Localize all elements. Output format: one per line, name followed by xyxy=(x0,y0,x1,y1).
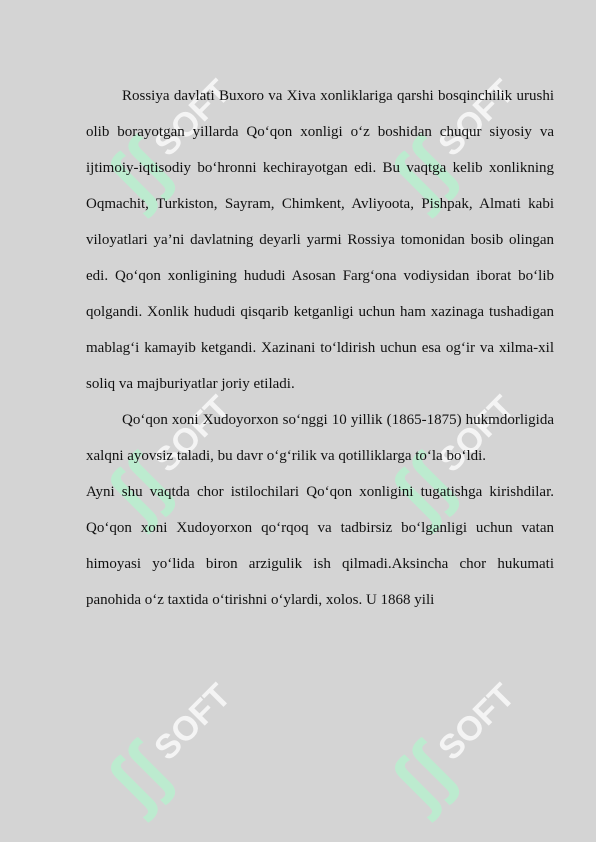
svg-text:ʃʃ: ʃʃ xyxy=(375,441,469,535)
svg-text:ʃʃ: ʃʃ xyxy=(91,729,185,823)
svg-text:ʃʃ: ʃʃ xyxy=(91,125,185,219)
svg-text:ʃʃ: ʃʃ xyxy=(91,441,185,535)
svg-text:ʃʃ: ʃʃ xyxy=(375,125,469,219)
document-body xyxy=(86,78,554,618)
svg-text:SOFT: SOFT xyxy=(147,388,239,480)
watermark-logo xyxy=(366,660,536,830)
svg-text:SOFT: SOFT xyxy=(147,72,239,164)
paragraph: Rossiya davlati Buxoro va Xiva xonliklariga qarshi bosqinchilik urushi olib borayotgan yillarda Qo‘qon xonligi o‘z boshidan chuqur siyosiy va ijtimoiy-iqtisodiy bo‘hronni kechirayotgan edi. Bu vaqtga kelib xonlikning Oqmachit, Turkiston, Sayram, Chimkent, Avliyoota, Pishpak, Almati kabi viloyatlari ya’ni davlatning deyarli yarmi Rossiya tomonidan bosib olingan edi. Qo‘qon xonligining hududi Asosan Farg‘ona vodiysidan iborat bo‘lib qolgandi. Xonlik hududi qisqarib ketganligi uchun ham xazinaga tushadigan mablag‘i kamayib ketgandi. Xazinani to‘ldirish uchun esa og‘ir va xilma-xil soliq va majburiyatlar joriy etiladi. xyxy=(86,88,554,392)
paragraph: Ayni shu vaqtda chor istilochilari Qo‘qon xonligini tugatishga kirishdilar. Qo‘qon xoni Xudoyorxon qo‘rqoq va tadbirsiz bo‘lganligi uchun vatan himoyasi yo‘lida biron arzigulik ish qilmadi.Aksincha chor hukumati panohida o‘z taxtida o‘tirishni o‘ylardi, xolos. U 1868 yili xyxy=(86,484,554,608)
watermark-logo xyxy=(82,660,252,830)
svg-text:SOFT: SOFT xyxy=(431,388,523,480)
svg-text:ʃʃ: ʃʃ xyxy=(375,729,469,823)
svg-text:SOFT: SOFT xyxy=(431,676,523,768)
svg-text:SOFT: SOFT xyxy=(147,676,239,768)
paragraph: Qo‘qon xoni Xudoyorxon so‘nggi 10 yillik (1865-1875) hukmdorligida xalqni ayovsiz taladi, bu davr o‘g‘rilik va qotilliklarga to‘la bo‘ldi. xyxy=(86,412,554,464)
svg-text:SOFT: SOFT xyxy=(431,72,523,164)
